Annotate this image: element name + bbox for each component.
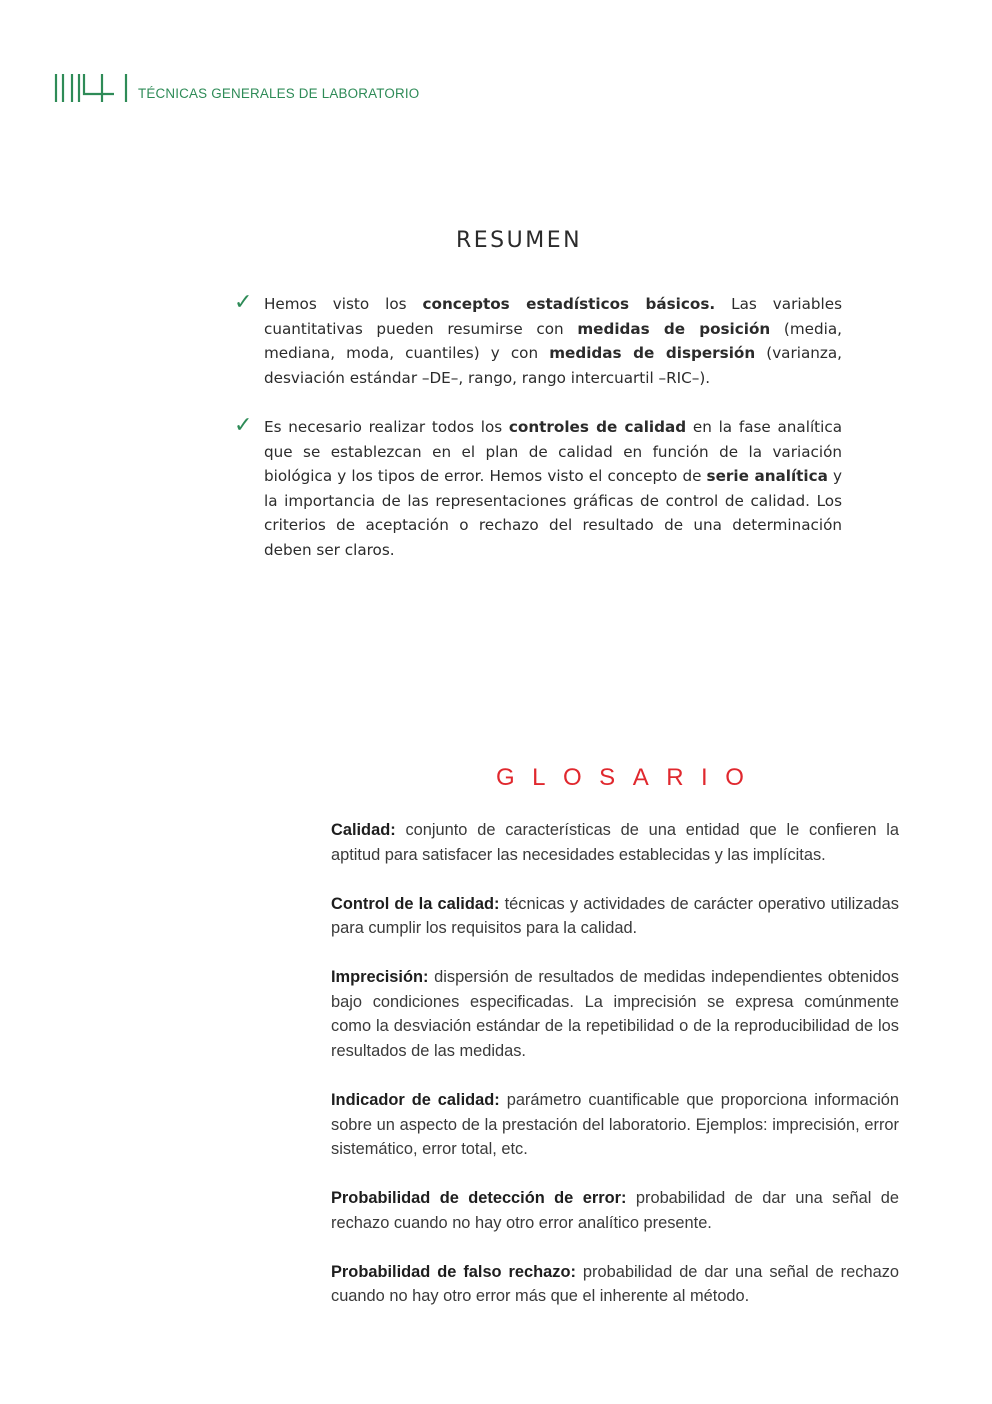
resumen-title: RESUMEN xyxy=(456,228,583,253)
page-number-graphic xyxy=(54,72,134,104)
glosario-list xyxy=(331,818,899,1333)
check-icon: ✓ xyxy=(234,413,253,438)
glossary-definition: dispersión de resultados de medidas independientes obtenidos bajo condiciones especificadas. La imprecisión se expresa comúnmente como la desviación estándar de la repetibilidad o de la reproducibilidad de los resultados de las medidas. xyxy=(331,968,899,1060)
glossary-definition: probabilidad de dar una señal de rechazo cuando no hay otro error analítico presente. xyxy=(331,1189,899,1232)
resumen-text-segment: y la importancia de las representaciones gráficas de control de calidad. Los criterios de aceptación o rechazo del resultado de una determinación deben ser claros. xyxy=(264,467,843,559)
glossary-definition: parámetro cuantificable que proporciona información sobre un aspecto de la prestación del laboratorio. Ejemplos: imprecisión, error sistemático, error total, etc. xyxy=(331,1090,899,1159)
resumen-key-term: medidas de dispersión xyxy=(549,344,756,362)
resumen-item-text xyxy=(264,415,842,562)
glosario-title: GLOSARIO xyxy=(496,764,762,791)
glossary-entry xyxy=(331,965,899,1063)
glossary-definition: probabilidad de dar una señal de rechazo cuando no hay otro error más que el inherente al método. xyxy=(331,1262,899,1306)
glossary-definition: conjunto de características de una entidad que le confieren la aptitud para satisfacer las necesidades establecidas y las implícitas. xyxy=(331,821,899,864)
glossary-entry xyxy=(331,1186,899,1235)
glossary-entry xyxy=(331,1260,899,1309)
glossary-entry xyxy=(331,1088,899,1162)
resumen-text-segment: Hemos visto los xyxy=(264,295,423,313)
glossary-term: Imprecisión: xyxy=(331,968,429,987)
glossary-term: Control de la calidad: xyxy=(331,894,500,913)
glossary-term: Indicador de calidad: xyxy=(331,1090,500,1109)
glossary-term: Probabilidad de falso rechazo: xyxy=(331,1262,576,1281)
section-title: TÉCNICAS GENERALES DE LABORATORIO xyxy=(138,86,420,101)
resumen-text-segment: Es necesario realizar todos los xyxy=(264,418,509,436)
resumen-list xyxy=(234,292,842,587)
resumen-key-term: serie analítica xyxy=(706,467,828,485)
glossary-definition: técnicas y actividades de carácter operativo utilizadas para cumplir los requisitos para la calidad. xyxy=(331,894,899,938)
resumen-key-term: controles de calidad xyxy=(508,418,687,436)
resumen-text-segment: (media, mediana, moda, cuantiles) y con xyxy=(264,319,842,362)
resumen-text-segment: (varianza, desviación estándar –DE–, rango, rango intercuartil –RIC–). xyxy=(264,344,842,387)
resumen-item xyxy=(234,292,842,390)
glossary-entry xyxy=(331,892,899,941)
resumen-key-term: conceptos estadísticos básicos. xyxy=(422,295,716,313)
resumen-text-segment: Las variables cuantitativas pueden resumirse con xyxy=(264,295,842,338)
glossary-term: Calidad: xyxy=(331,821,396,839)
resumen-item-text xyxy=(264,292,842,390)
glossary-term: Probabilidad de detección de error: xyxy=(331,1189,627,1208)
resumen-text-segment: en la fase analítica que se establezcan en el plan de calidad en función de la variación biológica y los tipos de error. Hemos visto el concepto de xyxy=(264,418,843,485)
resumen-key-term: medidas de posición xyxy=(577,319,771,338)
check-icon: ✓ xyxy=(234,290,253,315)
resumen-item xyxy=(234,415,842,562)
glossary-entry xyxy=(331,818,899,867)
